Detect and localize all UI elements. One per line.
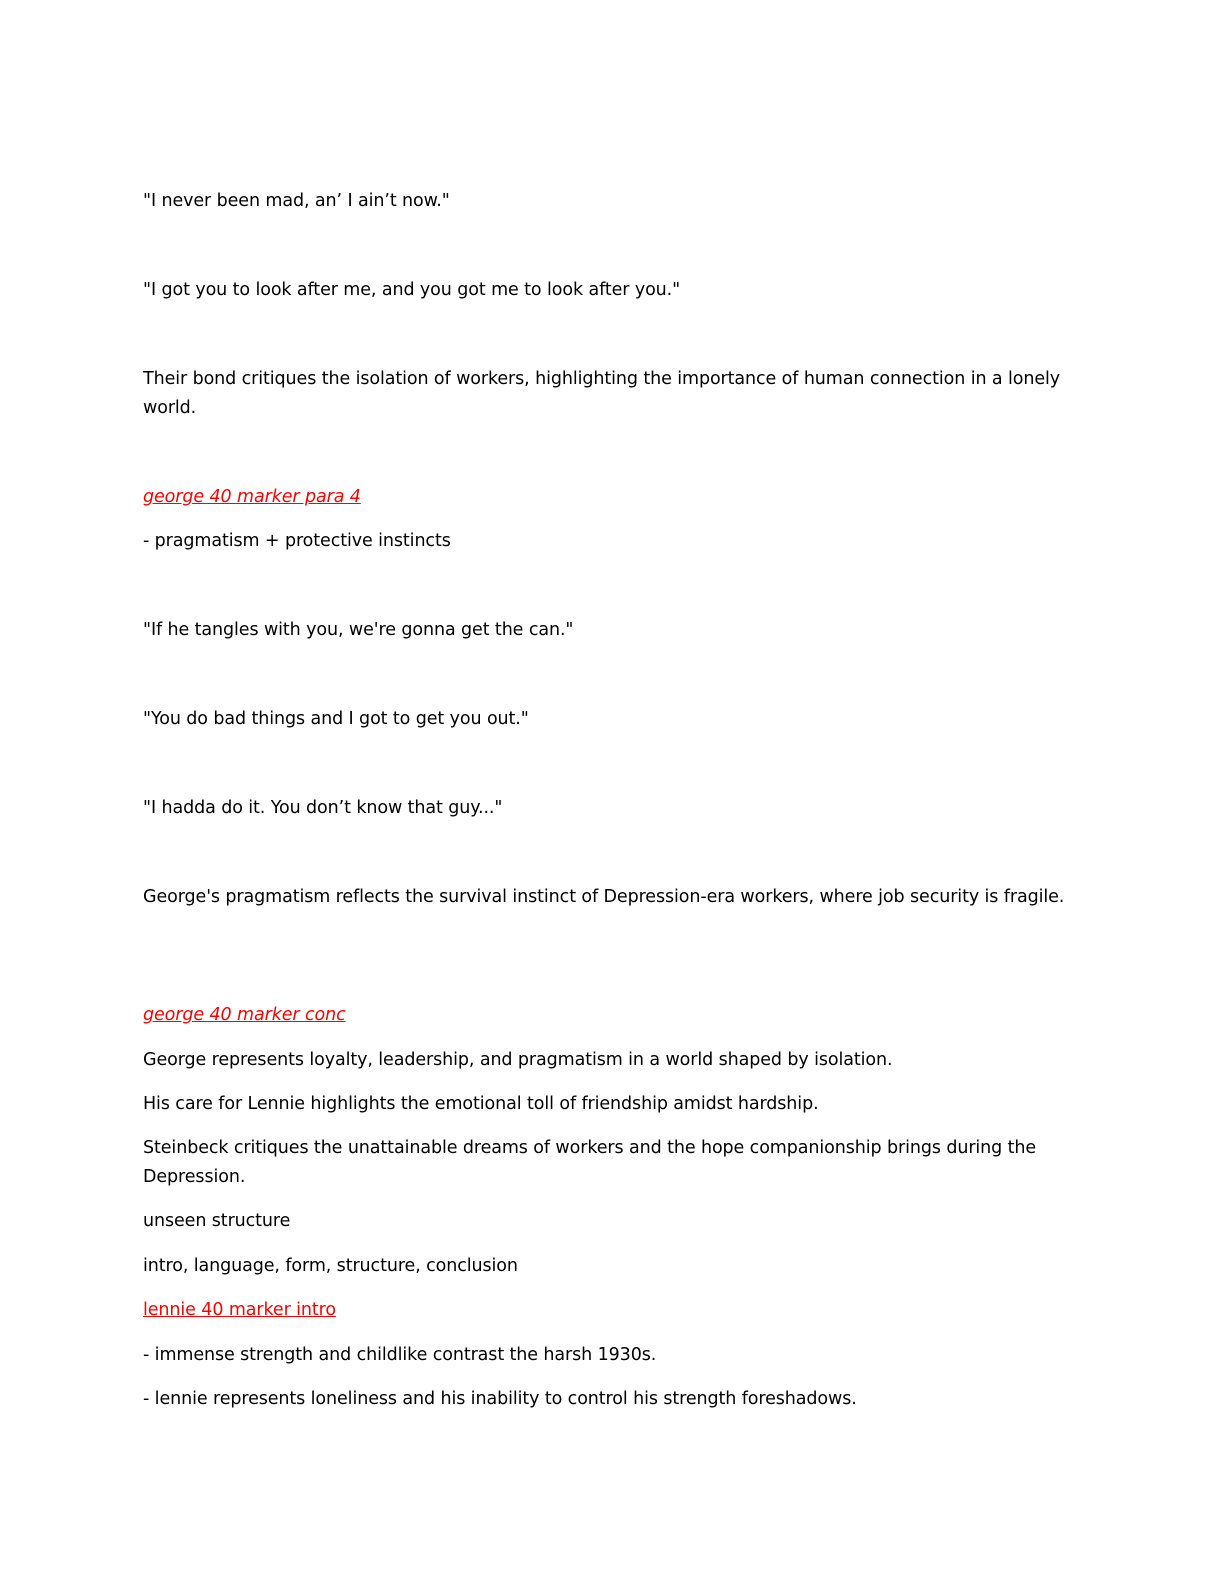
quote-bad-things: "You do bad things and I got to get you out." bbox=[143, 709, 529, 729]
paragraph-bond-critique: Their bond critiques the isolation of workers, highlighting the importance of human connection in a lonely world. bbox=[143, 369, 1061, 418]
bullet-lennie-loneliness: - lennie represents loneliness and his inability to control his strength foreshadows. bbox=[143, 1389, 857, 1409]
paragraph-george-pragmatism: George's pragmatism reflects the survival instinct of Depression-era workers, where job security is fragile. bbox=[143, 887, 1065, 907]
bullet-pragmatism: - pragmatism + protective instincts bbox=[143, 531, 451, 551]
paragraph-care-for-lennie: His care for Lennie highlights the emotional toll of friendship amidst hardship. bbox=[143, 1094, 819, 1114]
bullet-immense-strength: - immense strength and childlike contrast the harsh 1930s. bbox=[143, 1345, 657, 1365]
label-unseen-structure: unseen structure bbox=[143, 1211, 291, 1231]
quote-look-after: "I got you to look after me, and you got me to look after you." bbox=[143, 280, 681, 300]
quote-never-been-mad: "I never been mad, an’ I ain’t now." bbox=[143, 191, 450, 211]
paragraph-steinbeck-critiques: Steinbeck critiques the unattainable dreams of workers and the hope companionship brings during the Depression. bbox=[143, 1138, 1037, 1187]
heading-george-para-4: george 40 marker para 4 bbox=[143, 487, 361, 507]
label-structure-list: intro, language, form, structure, conclusion bbox=[143, 1256, 518, 1276]
quote-hadda-do-it: "I hadda do it. You don’t know that guy..." bbox=[143, 798, 503, 818]
heading-lennie-intro: lennie 40 marker intro bbox=[143, 1300, 336, 1320]
heading-george-conc: george 40 marker conc bbox=[143, 1005, 346, 1025]
quote-tangles: "If he tangles with you, we're gonna get the can." bbox=[143, 620, 574, 640]
paragraph-george-represents: George represents loyalty, leadership, and pragmatism in a world shaped by isolation. bbox=[143, 1050, 893, 1070]
